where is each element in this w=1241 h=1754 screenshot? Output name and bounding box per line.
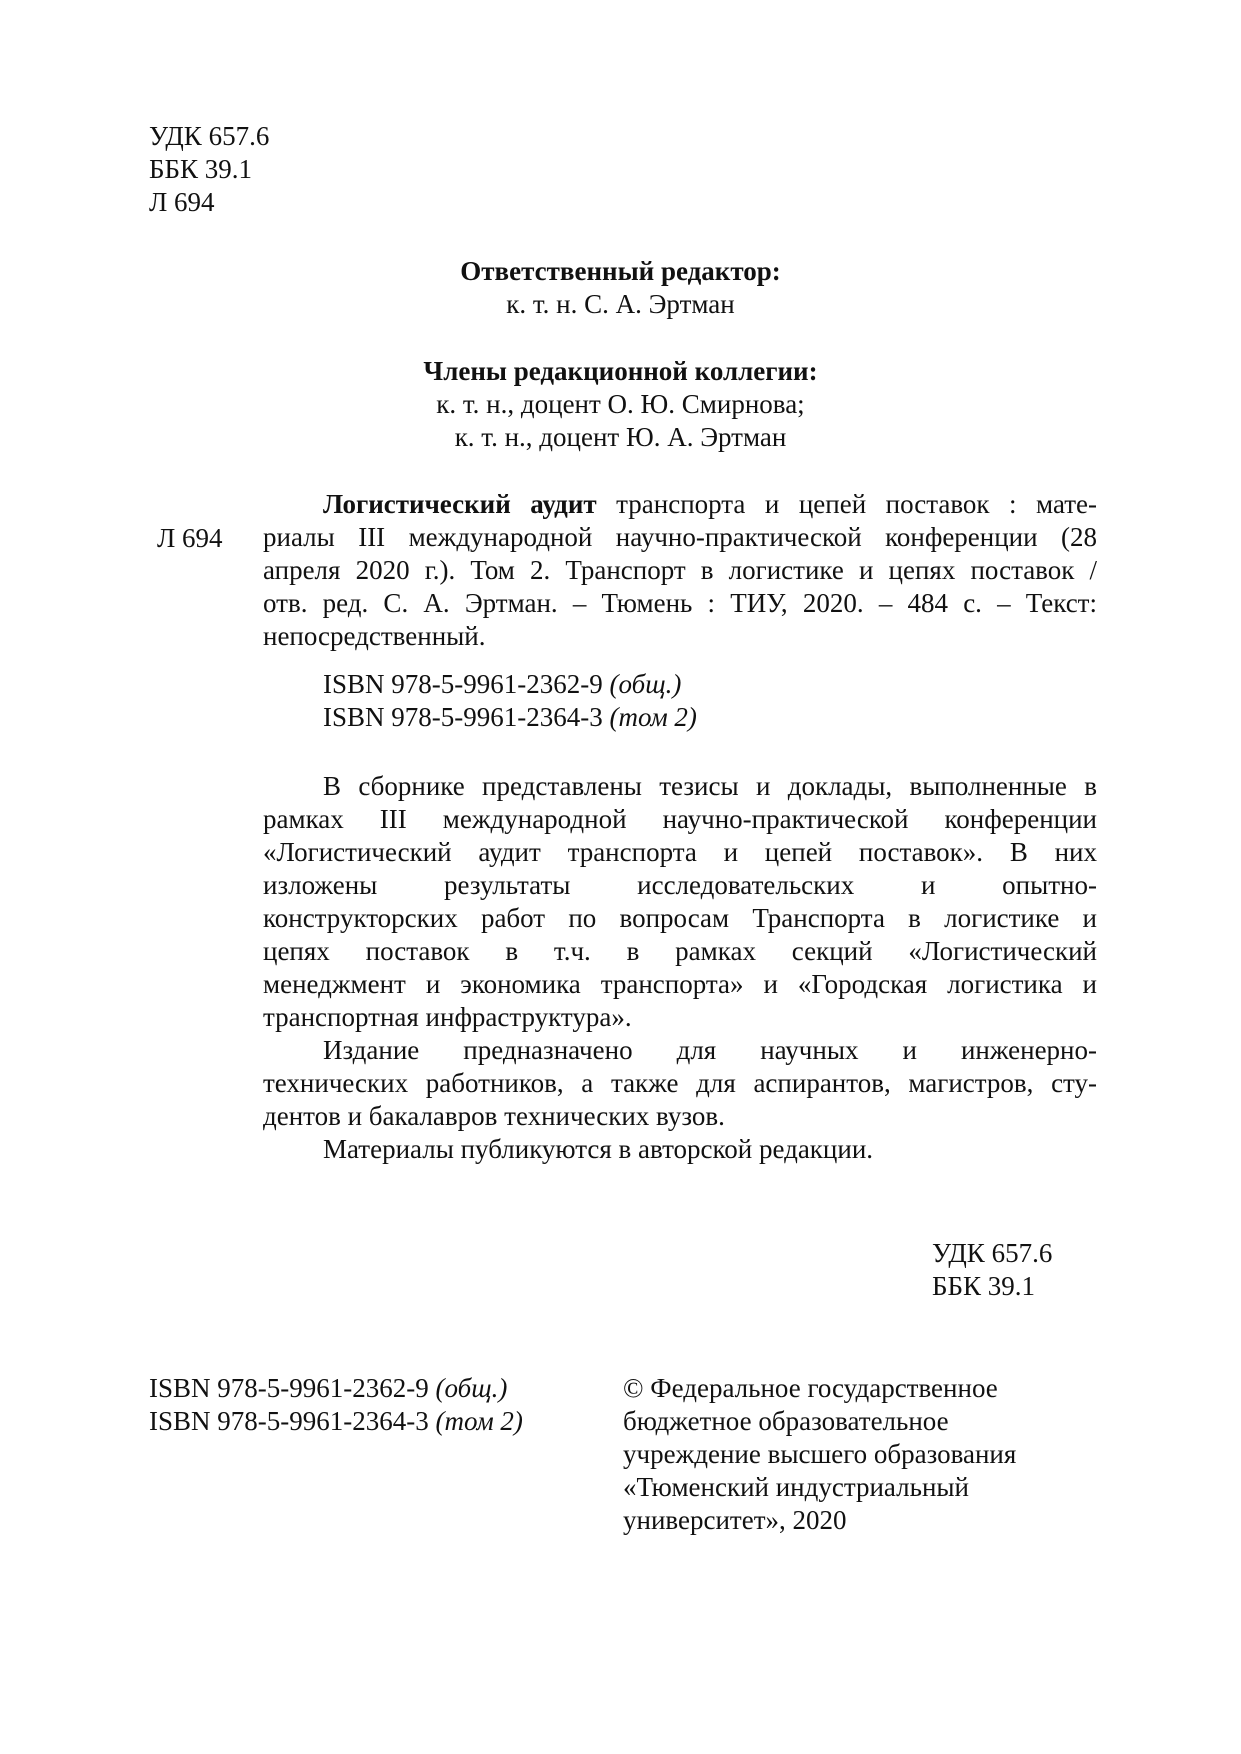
abstract-line: конструкторских работ по вопросам Транспорта в логистике и bbox=[263, 903, 1097, 933]
isbn-line: ISBN 978-5-9961-2364-3 (том 2) bbox=[323, 702, 697, 732]
bibliographic-description bbox=[263, 488, 1097, 653]
bbk-code: ББК 39.1 bbox=[932, 1271, 1036, 1301]
isbn-line: ISBN 978-5-9961-2364-3 (том 2) bbox=[149, 1406, 523, 1436]
abstract-line: дентов и бакалавров технических вузов. bbox=[263, 1101, 725, 1131]
isbn-line: ISBN 978-5-9961-2362-9 (общ.) bbox=[323, 669, 682, 699]
abstract-line: менеджмент и экономика транспорта» и «Городская логистика и bbox=[263, 969, 1097, 999]
author-sign: Л 694 bbox=[149, 187, 215, 217]
classification-top bbox=[149, 120, 269, 219]
abstract-line: изложены результаты исследовательских и опытно- bbox=[263, 870, 1097, 900]
abstract-line: цепях поставок в т.ч. в рамках секций «Логистический bbox=[263, 936, 1097, 966]
isbn-note: (общ.) bbox=[435, 1373, 508, 1403]
copyright-line: учреждение высшего образования bbox=[623, 1439, 1017, 1469]
isbn-block-middle bbox=[323, 668, 697, 734]
editor-name: к. т. н. С. А. Эртман bbox=[506, 289, 735, 319]
abstract-line: транспортная инфраструктура». bbox=[263, 1002, 632, 1032]
editor-heading: Ответственный редактор: bbox=[460, 256, 781, 286]
biblio-line: апреля 2020 г.). Том 2. Транспорт в логистике и цепях поставок / bbox=[263, 555, 1097, 585]
biblio-line: риалы III международной научно-практической конференции (28 bbox=[263, 522, 1097, 552]
classification-bottom bbox=[932, 1237, 1052, 1303]
editorial-board-block bbox=[0, 355, 1241, 454]
abstract-line: «Логистический аудит транспорта и цепей поставок». В них bbox=[263, 837, 1097, 867]
isbn-block-bottom bbox=[149, 1372, 523, 1438]
udk-code: УДК 657.6 bbox=[932, 1238, 1053, 1268]
abstract-line: рамках III международной научно-практической конференции bbox=[263, 804, 1097, 834]
biblio-line: непосредственный. bbox=[263, 621, 486, 651]
isbn-note: (том 2) bbox=[435, 1406, 523, 1436]
abstract-line: В сборнике представлены тезисы и доклады, выполненные в bbox=[323, 771, 1097, 801]
board-member: к. т. н., доцент О. Ю. Смирнова; bbox=[436, 389, 805, 419]
abstract-line: Издание предназначено для научных и инженерно- bbox=[323, 1035, 1097, 1065]
author-sign-margin: Л 694 bbox=[157, 523, 223, 553]
abstract bbox=[263, 770, 1097, 1166]
isbn-note: (общ.) bbox=[609, 669, 682, 699]
abstract-line: технических работников, а также для аспирантов, магистров, сту- bbox=[263, 1068, 1097, 1098]
board-heading: Члены редакционной коллегии: bbox=[423, 356, 818, 386]
biblio-line: Логистический аудит транспорта и цепей поставок : мате- bbox=[323, 489, 1097, 519]
copyright-line: «Тюменский индустриальный bbox=[623, 1472, 969, 1502]
biblio-line: отв. ред. С. А. Эртман. – Тюмень : ТИУ, 2020. – 484 с. – Текст: bbox=[263, 588, 1097, 618]
isbn-line: ISBN 978-5-9961-2362-9 (общ.) bbox=[149, 1373, 508, 1403]
copyright-line: университет», 2020 bbox=[623, 1505, 847, 1535]
udk-code: УДК 657.6 bbox=[149, 121, 270, 151]
editor-block bbox=[0, 255, 1241, 321]
isbn-note: (том 2) bbox=[609, 702, 697, 732]
copyright-line: © Федеральное государственное bbox=[623, 1373, 998, 1403]
biblio-title: Логистический аудит bbox=[323, 489, 597, 519]
board-member: к. т. н., доцент Ю. А. Эртман bbox=[454, 422, 787, 452]
abstract-line: Материалы публикуются в авторской редакции. bbox=[323, 1134, 874, 1164]
copyright-line: бюджетное образовательное bbox=[623, 1406, 949, 1436]
copyright-block bbox=[623, 1372, 1016, 1537]
bbk-code: ББК 39.1 bbox=[149, 154, 253, 184]
